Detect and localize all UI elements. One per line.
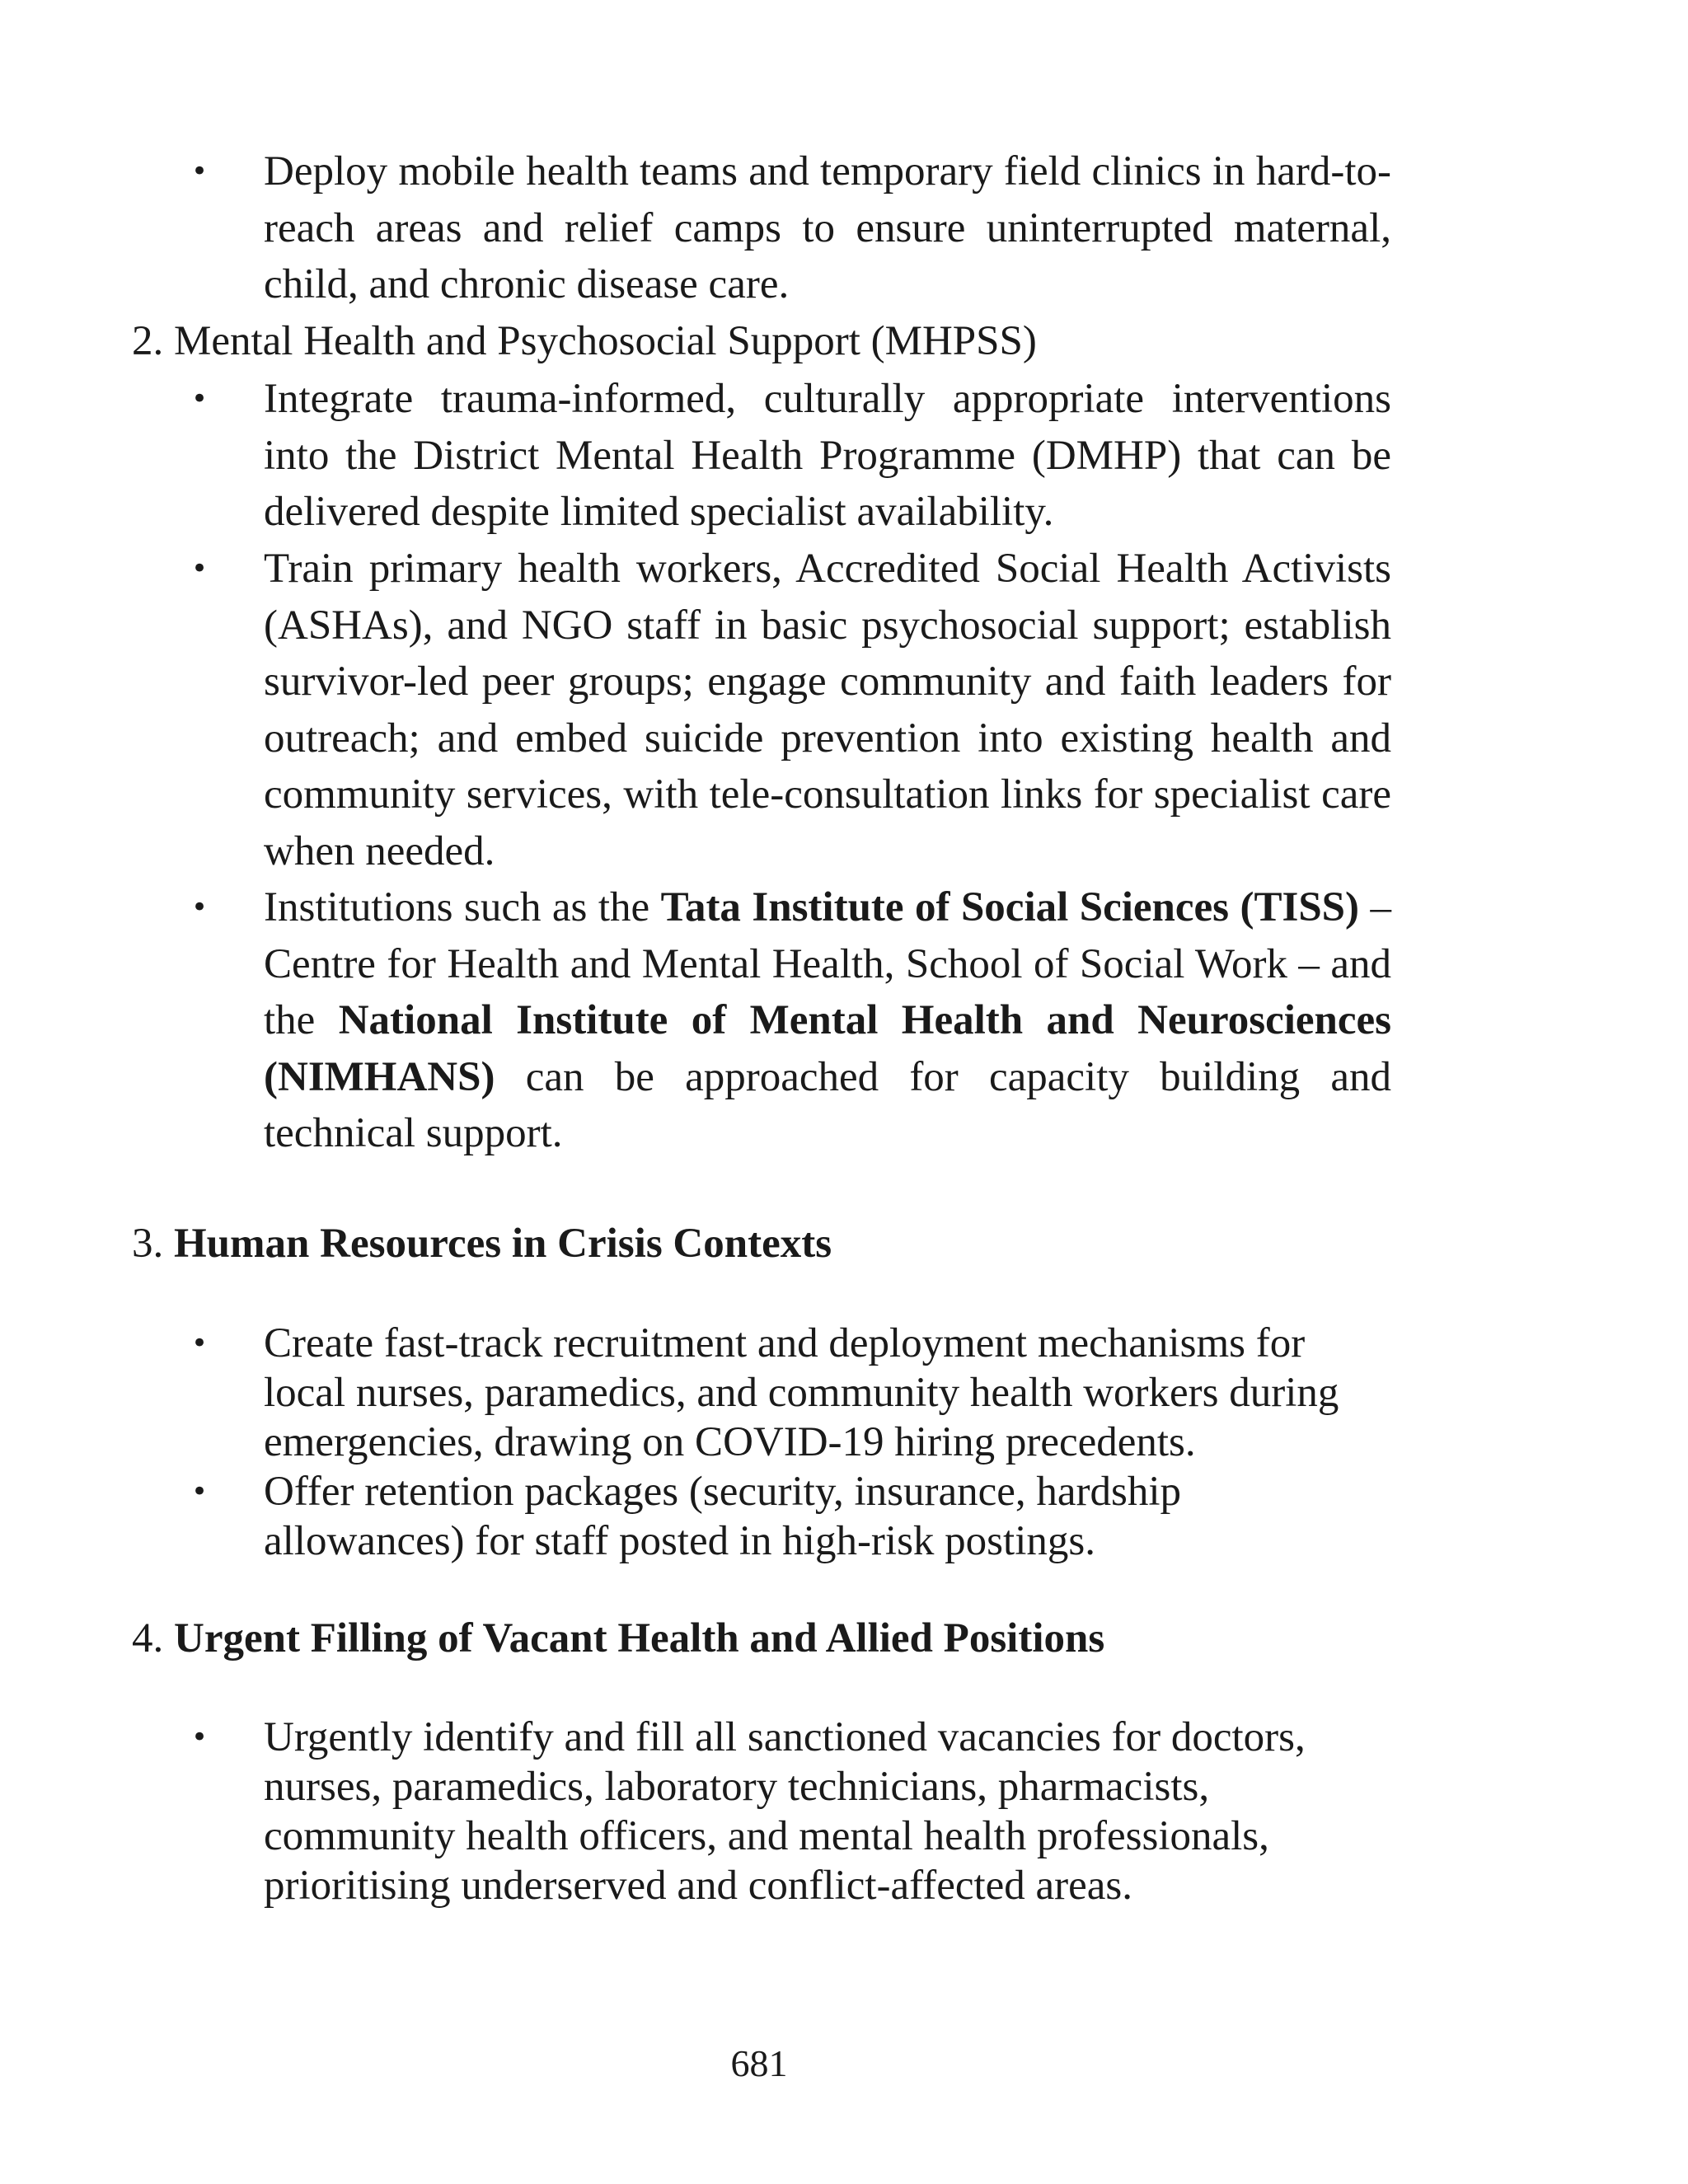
bullet-icon: • — [191, 1721, 209, 1754]
bullet-icon: • — [191, 155, 209, 188]
list-item-text: Urgently identify and fill all sanctioned vacancies for doctors, nurses, paramedics, laboratory technicians, pharmacists, community health officers, and mental health professionals, prioritising underserved and conflict-affected areas. — [264, 1714, 1306, 1909]
list-item — [191, 1467, 1391, 1566]
bullet-icon: • — [191, 1475, 209, 1508]
section-heading-mhpss — [132, 313, 1037, 369]
section-heading-human-resources — [132, 1216, 832, 1272]
section-title: Urgent Filling of Vacant Health and Allied Positions — [174, 1615, 1105, 1661]
list-item-text-part: can be approached for capacity building and technical support. — [264, 1053, 1391, 1156]
section-title: Mental Health and Psychosocial Support (MHPSS) — [174, 318, 1037, 364]
list-item-text-part: – Centre for Health and Mental Health, School of Social Work – and the — [264, 884, 1391, 1043]
bullet-icon: • — [191, 382, 209, 415]
section-number: 4. — [132, 1615, 164, 1661]
list-item-text-part: Institutions such as the — [264, 884, 661, 930]
section-number: 3. — [132, 1221, 164, 1267]
list-item-text: Train primary health workers, Accredited Social Health Activists (ASHAs), and NGO staff in basic psychosocial support; establish survivor-led peer groups; engage community and faith leaders for outreach; and embed suicide prevention into existing health and community services, with tele-consultation links for specialist care when needed. — [264, 546, 1391, 874]
bullet-icon: • — [191, 552, 209, 585]
list-item — [191, 371, 1391, 541]
list-item-text: Integrate trauma-informed, culturally appropriate interventions into the District Mental Health Programme (DMHP) that can be delivered despite limited specialist availability. — [264, 376, 1391, 535]
section-title: Human Resources in Crisis Contexts — [174, 1221, 832, 1267]
list-item — [191, 143, 1391, 313]
list-item-text: Offer retention packages (security, insurance, hardship allowances) for staff posted in high-risk postings. — [264, 1469, 1182, 1564]
bullet-icon: • — [191, 1327, 209, 1360]
list-item-text: Deploy mobile health teams and temporary field clinics in hard-to-reach areas and relief camps to ensure uninterrupted maternal, child, and chronic disease care. — [264, 148, 1391, 307]
bullet-icon: • — [191, 891, 209, 924]
section-heading-vacant-positions — [132, 1610, 1104, 1666]
institution-name-tiss: Tata Institute of Social Sciences (TISS) — [660, 884, 1360, 930]
section-number: 2. — [132, 318, 164, 364]
list-item — [191, 1319, 1391, 1467]
list-item — [191, 1713, 1391, 1910]
list-item-text: Create fast-track recruitment and deployment mechanisms for local nurses, paramedics, and community health workers during emergencies, drawing on COVID-19 hiring precedents. — [264, 1320, 1339, 1465]
list-item — [191, 879, 1391, 1162]
page-number: 681 — [730, 2042, 788, 2084]
list-item — [191, 541, 1391, 879]
institution-name-nimhans: National Institute of Mental Health and Neurosciences (NIMHANS) — [264, 997, 1391, 1100]
